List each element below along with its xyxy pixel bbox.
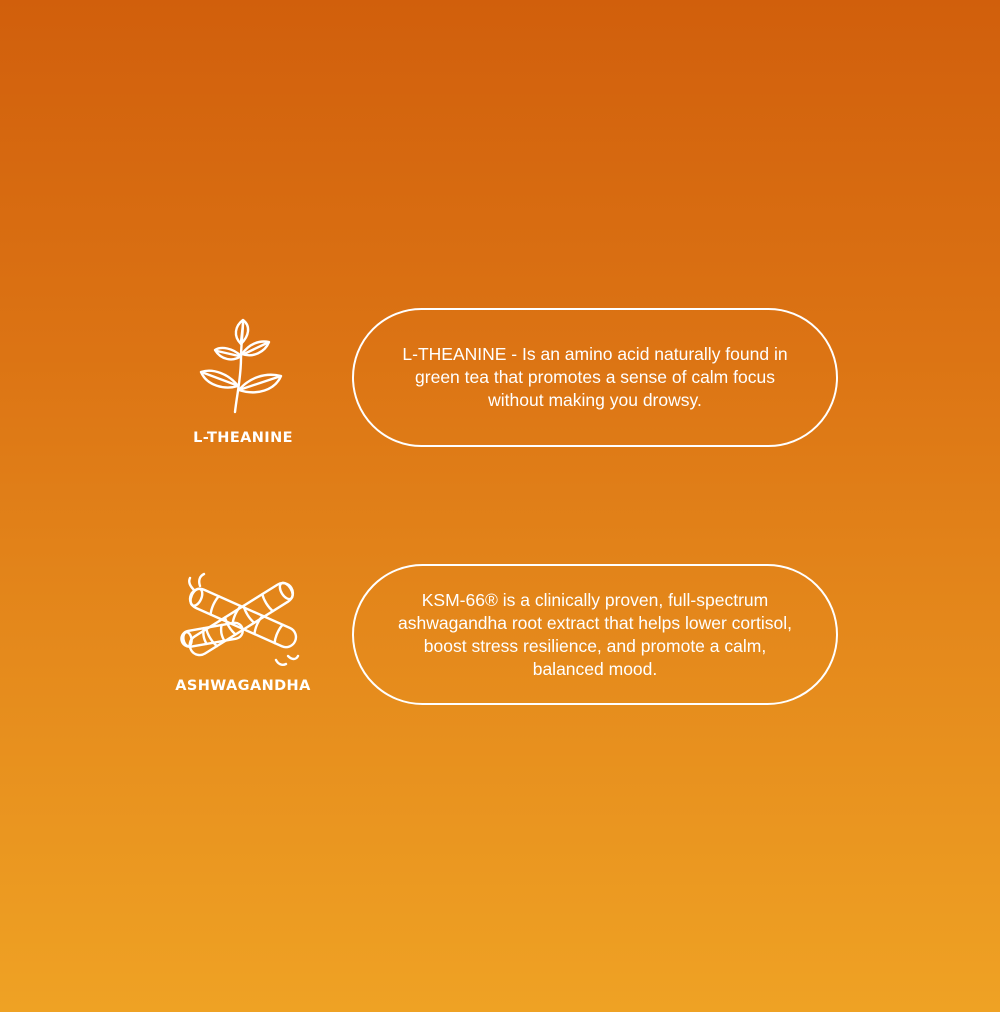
ingredient-description: KSM-66® is a clinically proven, full-spectrum ashwagandha root extract that helps lower cortisol, boost stress resilience, and promote a calm, balanced mood. (398, 589, 792, 679)
ingredient-description: L-THEANINE - Is an amino acid naturally found in green tea that promotes a sense of calm focus without making you drowsy. (402, 344, 788, 410)
root-icon (176, 568, 310, 668)
ingredient-label: ASHWAGANDHA (175, 678, 311, 694)
ingredient-badge (160, 314, 326, 446)
leaf-branch-icon (197, 314, 289, 414)
ingredient-row-l-theanine (0, 308, 1000, 448)
ingredient-label: L-THEANINE (193, 430, 293, 446)
ingredient-description-pill (352, 308, 838, 447)
ingredient-description-pill (352, 564, 838, 705)
ingredient-row-ashwagandha (0, 564, 1000, 706)
ingredient-badge (160, 568, 326, 694)
